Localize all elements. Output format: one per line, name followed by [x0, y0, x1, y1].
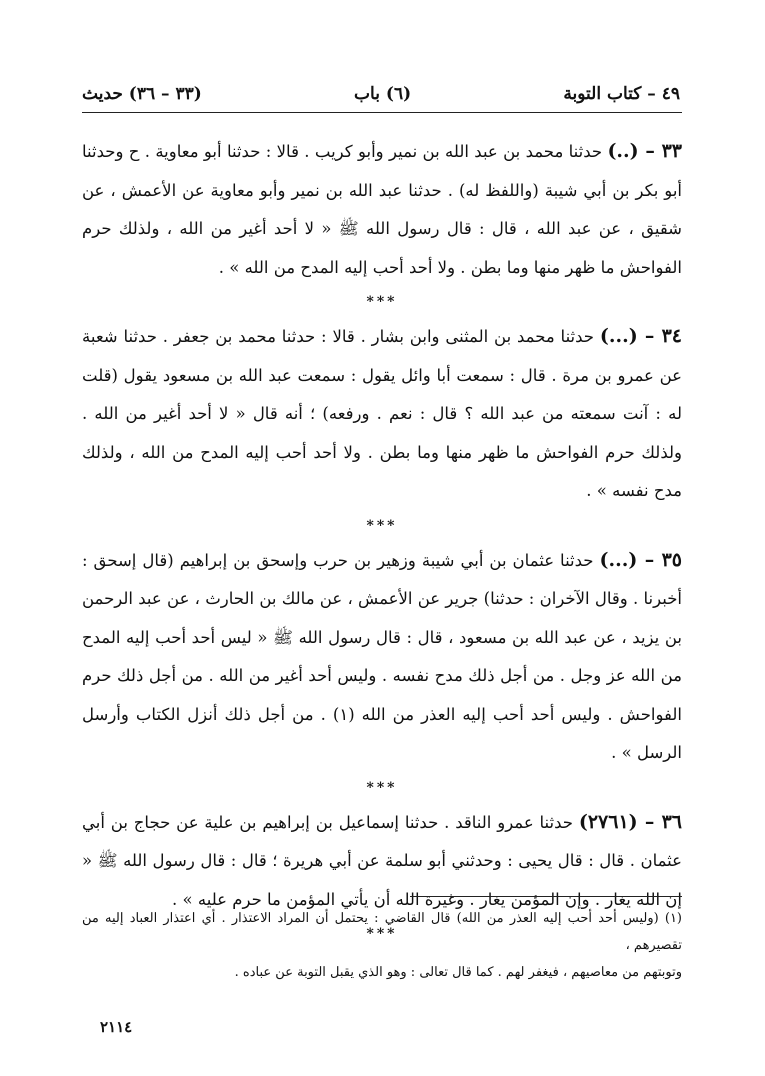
hadith-number: ٣٣ – (..): [607, 140, 682, 162]
hadith-35: [82, 541, 682, 773]
hadith-33: [82, 132, 682, 287]
footnote-line: وتوبتهم من معاصيهم ، فيغفر لهم . كما قال تعالى : وهو الذي يقبل التوبة عن عباده .: [234, 965, 682, 980]
separator-stars: ***: [366, 926, 398, 942]
separator-stars: ***: [366, 517, 398, 534]
running-header: [82, 78, 680, 110]
header-divider: [82, 112, 682, 113]
main-text: [82, 132, 682, 949]
hadith-number: ٣٥ – (...): [599, 548, 682, 571]
header-chapter: (٦) باب: [354, 84, 412, 104]
page-number: ٢١١٤: [100, 1018, 133, 1036]
hadith-number: ٣٤ – (...): [599, 325, 683, 347]
footnotes: [82, 905, 682, 986]
footnote-line: (١) (وليس أحد أحب إليه العذر من الله) قال القاضي : يحتمل أن المراد الاعتذار . أي اعتذار العباد إليه من تقصيرهم ،: [82, 911, 682, 953]
hadith-text: حدثنا عمرو الناقد . حدثنا إسماعيل بن إبراهيم بن علية عن حجاج بن أبي عثمان . قال : قال يحيى : وحدثني أبو سلمة عن أبي هريرة ؛ قال : قال رسول الله ﷺ « إن الله يغار . وإن المؤمن يغار . وغيرة الله أن يأتي المؤمن ما حرم عليه » .: [82, 812, 682, 909]
hadith-34: [82, 317, 682, 511]
separator-stars: ***: [366, 779, 398, 796]
hadith-number: ٣٦ – (٢٧٦١): [578, 810, 682, 833]
footnote-divider: [410, 896, 682, 897]
separator-stars: ***: [366, 294, 398, 310]
header-hadith-range: (٣٣ – ٣٦) حديث: [82, 84, 202, 104]
hadith-text: حدثنا عثمان بن أبي شيبة وزهير بن حرب وإسحق بن إبراهيم (قال إسحق : أخبرنا . وقال الآخران : حدثنا) جرير عن الأعمش ، عن مالك بن الحارث ، عن عبد الرحمن بن يزيد ، عن عبد الله بن مسعود ، قال : قال رسول الله ﷺ « ليس أحد أحب إليه المدح من الله عز وجل . من أجل ذلك مدح نفسه . وليس أحد أغير من الله . من أجل ذلك حرم الفواحش . وليس أحد أحب إليه العذر من الله (١) . من أجل ذلك أنزل الكتاب وأرسل الرسل » .: [82, 550, 682, 762]
hadith-text: حدثنا محمد بن عبد الله بن نمير وأبو كريب . قالا : حدثنا أبو معاوية . ح وحدثنا أبو بكر بن أبي شيبة (واللفظ له) . حدثنا عبد الله بن نمير وأبو معاوية عن الأعمش ، عن شقيق ، عن عبد الله ، قال : قال رسول الله ﷺ « لا أحد أغير من الله ، ولذلك حرم الفواحش ما ظهر منها وما بطن . ولا أحد أحب إليه المدح من الله » .: [82, 142, 682, 277]
header-book-title: ٤٩ – كتاب التوبة: [563, 84, 680, 104]
hadith-text: حدثنا محمد بن المثنى وابن بشار . قالا : حدثنا محمد بن جعفر . حدثنا شعبة عن عمرو بن مرة . قال : سمعت أبا وائل يقول : سمعت عبد الله بن مسعود يقول (قلت له : آنت سمعته من عبد الله ؟ قال : نعم . ورفعه) ؛ أنه قال « لا أحد أغير من الله . ولذلك حرم الفواحش ما ظهر منها وما بطن . ولا أحد أحب إليه المدح من الله ، ولذلك مدح نفسه » .: [82, 327, 682, 500]
hadith-36: [82, 803, 682, 920]
